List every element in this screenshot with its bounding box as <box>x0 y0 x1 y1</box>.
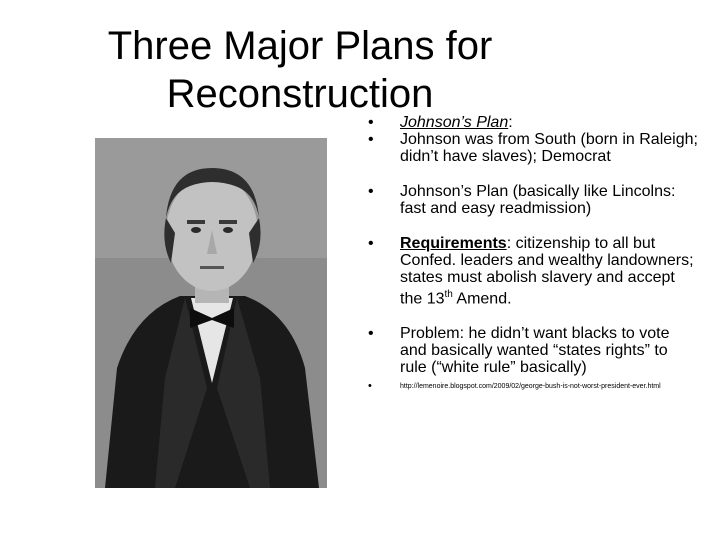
plan-summary-text: Johnson’s Plan (basically like Lincolns: fast and easy readmission) <box>400 183 676 217</box>
title-line-1: Three Major Plans for <box>107 24 493 68</box>
portrait-photo <box>95 138 327 488</box>
bullet-marker: • <box>368 235 374 252</box>
bullet-list <box>368 114 698 391</box>
bullet-marker: • <box>368 114 374 131</box>
bullet-johnson-background <box>368 131 698 165</box>
johnsons-plan-heading: Johnson’s Plan <box>400 114 509 131</box>
bullet-requirements <box>368 235 698 307</box>
requirements-text-end: Amend. <box>452 290 512 308</box>
slide-title <box>90 22 510 118</box>
bullet-marker: • <box>368 380 372 393</box>
title-line-2: Reconstruction <box>166 72 434 116</box>
bullet-problem <box>368 325 698 376</box>
problem-text: Problem: he didn’t want blacks to vote and basically wanted “states rights” to rule (“white rule” basically) <box>400 325 670 377</box>
johnson-background-text: Johnson was from South (born in Raleigh; didn’t have slaves); Democrat <box>400 131 698 165</box>
source-url[interactable]: http://lemenoire.blogspot.com/2009/02/george-bush-is-not-worst-president-ever.html <box>400 383 661 391</box>
bullet-marker: • <box>368 325 374 343</box>
bullet-plan-summary <box>368 183 698 217</box>
ordinal-suffix: th <box>444 289 453 300</box>
requirements-text: : citizenship to all but Confed. leaders and wealthy landowners; states must abolish slavery and accept the 13 <box>400 235 694 308</box>
johnsons-plan-colon: : <box>508 114 513 131</box>
portrait-illustration <box>95 138 327 488</box>
bullet-marker: • <box>368 131 374 148</box>
bullet-johnsons-plan <box>368 114 698 131</box>
bullet-marker: • <box>368 183 374 200</box>
requirements-heading: Requirements <box>400 235 507 252</box>
bullet-source-link <box>368 382 698 391</box>
